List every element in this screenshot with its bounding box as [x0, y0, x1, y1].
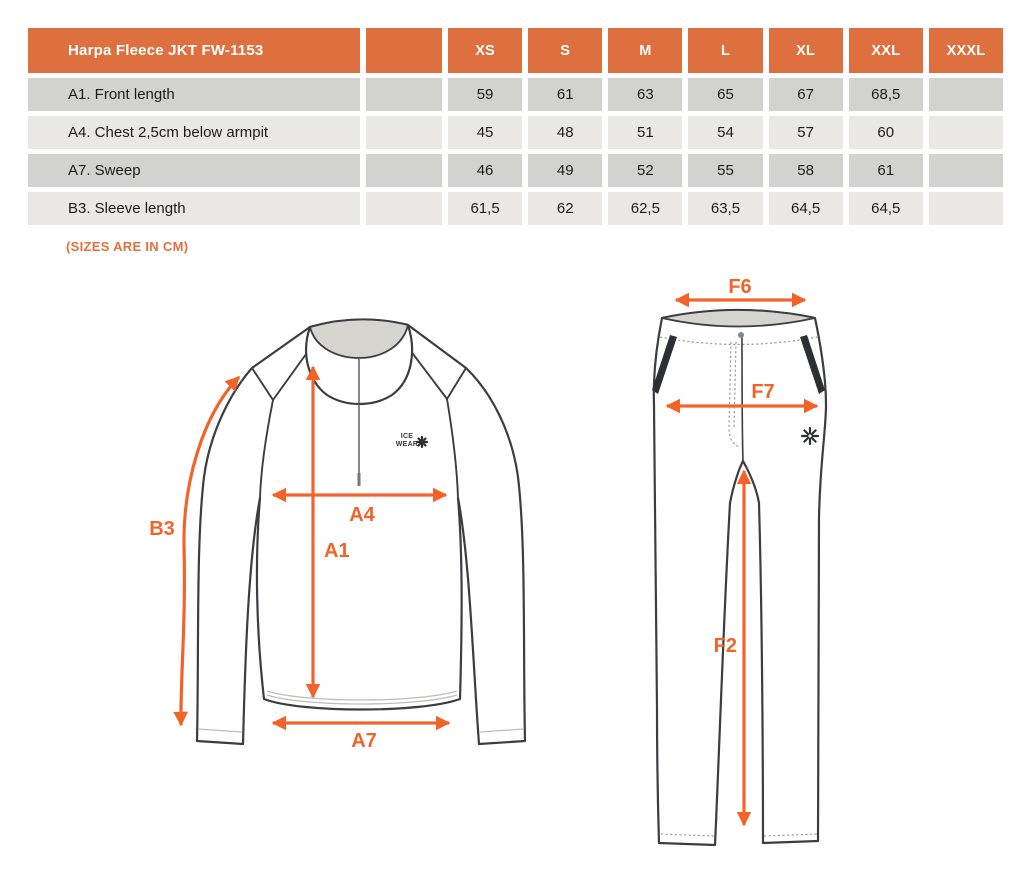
- brand-snowflake-icon: [417, 437, 427, 447]
- pants-diagram: [630, 278, 900, 872]
- column-header-m: M: [608, 28, 682, 73]
- table-value: 57: [769, 116, 843, 149]
- column-header-xl: XL: [769, 28, 843, 73]
- table-value: 63,5: [688, 192, 762, 225]
- table-value: 61: [849, 154, 923, 187]
- column-header-xxl: XXL: [849, 28, 923, 73]
- table-value: 67: [769, 78, 843, 111]
- table-value: 51: [608, 116, 682, 149]
- waist-button: [738, 332, 744, 338]
- table-value: 46: [448, 154, 522, 187]
- table-title-cell: Harpa Fleece JKT FW-1153: [28, 28, 360, 73]
- table-value: 65: [688, 78, 762, 111]
- table-value: 58: [769, 154, 843, 187]
- measure-label-a7: A7: [351, 730, 377, 752]
- table-value: 59: [448, 78, 522, 111]
- row-label: B3. Sleeve length: [28, 192, 360, 225]
- table-value: 62: [528, 192, 602, 225]
- table-value: 45: [448, 116, 522, 149]
- table-value: 64,5: [849, 192, 923, 225]
- table-value: 62,5: [608, 192, 682, 225]
- column-header-xxxl: XXXL: [929, 28, 1003, 73]
- table-value: 48: [528, 116, 602, 149]
- jacket-sketch: [197, 319, 525, 744]
- row-label: A4. Chest 2,5cm below armpit: [28, 116, 360, 149]
- table-value: 60: [849, 116, 923, 149]
- measure-label-b3: B3: [149, 518, 175, 540]
- measure-label-f7: F7: [751, 381, 775, 403]
- row-label: A7. Sweep: [28, 154, 360, 187]
- pants-outline: [654, 310, 826, 845]
- brand-snowflake-icon: [802, 428, 818, 444]
- table-value: 64,5: [769, 192, 843, 225]
- pants-sketch: [652, 310, 826, 845]
- row-spacer-cell: [366, 154, 442, 187]
- table-value: 61: [528, 78, 602, 111]
- table-header-spacer-cell: [366, 28, 442, 73]
- table-value: 54: [688, 116, 762, 149]
- measure-label-f6: F6: [728, 278, 752, 298]
- table-value: [929, 192, 1003, 225]
- column-header-l: L: [688, 28, 762, 73]
- sizes-note: (SIZES ARE IN CM): [66, 239, 189, 254]
- size-table: [28, 28, 1003, 225]
- table-value: 49: [528, 154, 602, 187]
- column-header-xs: XS: [448, 28, 522, 73]
- row-spacer-cell: [366, 116, 442, 149]
- row-spacer-cell: [366, 78, 442, 111]
- table-value: 52: [608, 154, 682, 187]
- table-value: [929, 154, 1003, 187]
- row-label: A1. Front length: [28, 78, 360, 111]
- table-value: [929, 116, 1003, 149]
- measure-label-a4: A4: [349, 504, 375, 526]
- row-spacer-cell: [366, 192, 442, 225]
- table-value: 61,5: [448, 192, 522, 225]
- measure-label-f2: F2: [713, 635, 737, 657]
- table-value: [929, 78, 1003, 111]
- table-value: 55: [688, 154, 762, 187]
- jacket-diagram: [140, 295, 560, 775]
- brand-logo-text: ICE: [400, 433, 414, 440]
- table-value: 68,5: [849, 78, 923, 111]
- column-header-s: S: [528, 28, 602, 73]
- table-value: 63: [608, 78, 682, 111]
- brand-logo-text: WEAR: [395, 441, 419, 448]
- measure-label-a1: A1: [324, 540, 350, 562]
